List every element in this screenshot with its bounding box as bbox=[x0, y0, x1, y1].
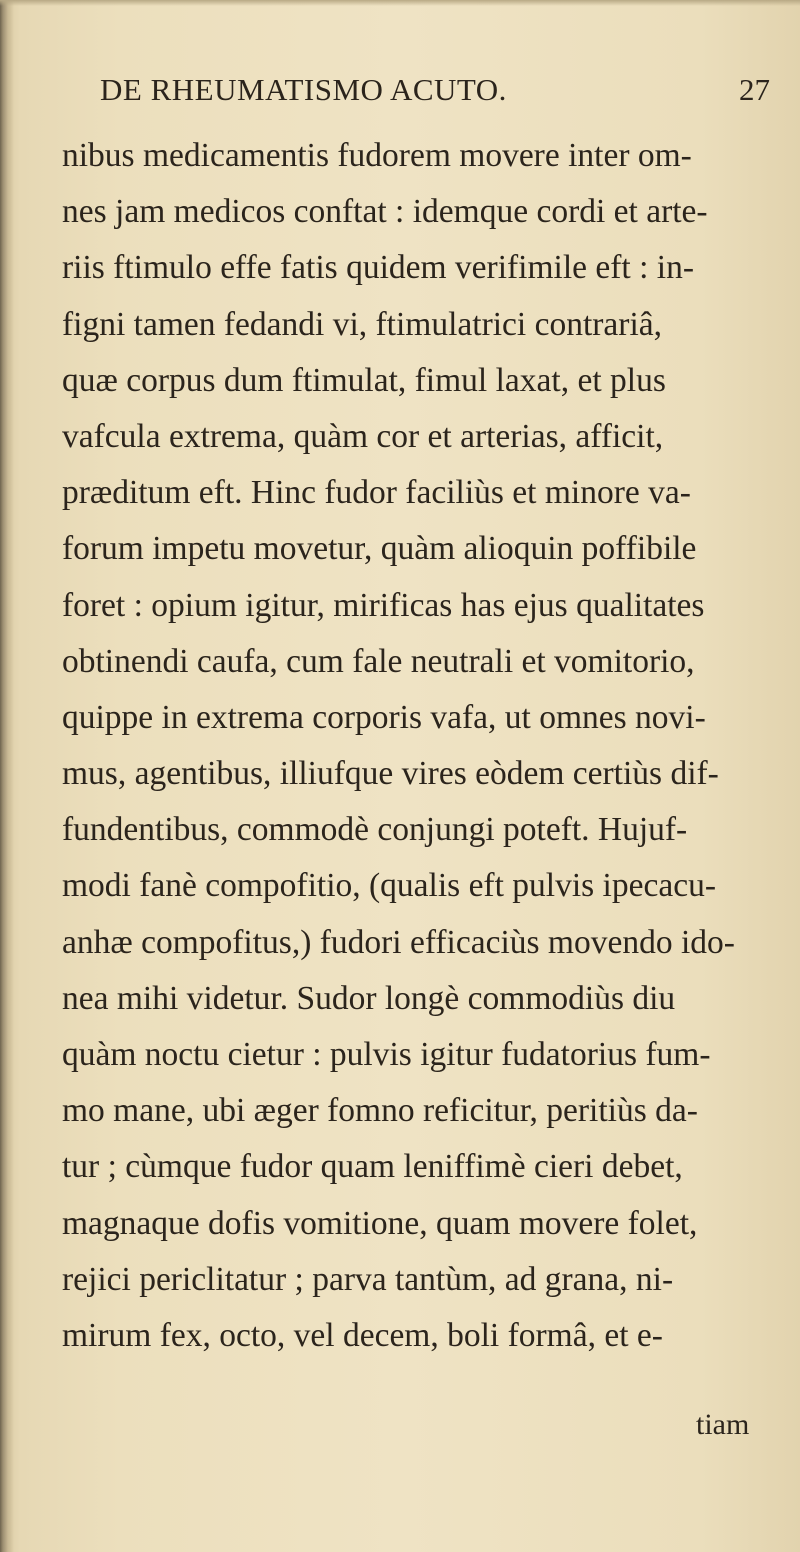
text-line: nes jam medicos conftat : idemque cordi et arte- bbox=[62, 193, 708, 231]
text-line: obtinendi caufa, cum fale neutrali et vomitorio, bbox=[62, 642, 695, 680]
text-line: nibus medicamentis fudorem movere inter om- bbox=[62, 137, 692, 174]
page-binding-edge bbox=[0, 0, 14, 1552]
text-line: mus, agentibus, illiufque vires eòdem certiùs dif- bbox=[62, 755, 719, 793]
text-line: foret : opium igitur, mirificas has ejus qualitates bbox=[62, 586, 705, 624]
text-line: mirum fex, octo, vel decem, boli formâ, et e- bbox=[62, 1316, 663, 1354]
text-line: quàm noctu cietur : pulvis igitur fudatorius fum- bbox=[62, 1036, 711, 1073]
text-line: quippe in extrema corporis vafa, ut omnes novi- bbox=[62, 698, 706, 736]
text-line: fundentibus, commodè conjungi poteft. Hujuf- bbox=[62, 811, 688, 849]
text-line: modi fanè compofitio, (qualis eft pulvis ipecacu- bbox=[62, 867, 716, 905]
text-line: præditum eft. Hinc fudor faciliùs et minore va- bbox=[62, 474, 691, 512]
text-line: riis ftimulo effe fatis quidem verifimile eft : in- bbox=[62, 249, 694, 287]
catchword: tiam bbox=[696, 1408, 750, 1441]
text-line: tur ; cùmque fudor quam leniffimè cieri debet, bbox=[62, 1148, 683, 1186]
text-line: figni tamen fedandi vi, ftimulatrici contrariâ, bbox=[62, 305, 662, 343]
text-line: forum impetu movetur, quàm alioquin poffibile bbox=[62, 530, 697, 568]
text-line: mo mane, ubi æger fomno reficitur, peritiùs da- bbox=[62, 1092, 698, 1130]
text-line: magnaque dofis vomitione, quam movere folet, bbox=[62, 1204, 698, 1242]
text-line: anhæ compofitus,) fudori efficaciùs movendo ido- bbox=[62, 923, 735, 961]
text-line: vafcula extrema, quàm cor et arterias, afficit, bbox=[62, 417, 664, 455]
running-head bbox=[100, 72, 770, 112]
page-top-edge bbox=[0, 0, 800, 6]
text-line: nea mihi videtur. Sudor longè commodiùs diu bbox=[62, 979, 676, 1017]
page-number: 27 bbox=[739, 72, 770, 107]
running-title: DE RHEUMATISMO ACUTO. bbox=[100, 72, 507, 107]
body-text bbox=[62, 128, 782, 1364]
text-line: rejici periclitatur ; parva tantùm, ad grana, ni- bbox=[62, 1260, 674, 1298]
text-line: quæ corpus dum ftimulat, fimul laxat, et plus bbox=[62, 361, 666, 399]
